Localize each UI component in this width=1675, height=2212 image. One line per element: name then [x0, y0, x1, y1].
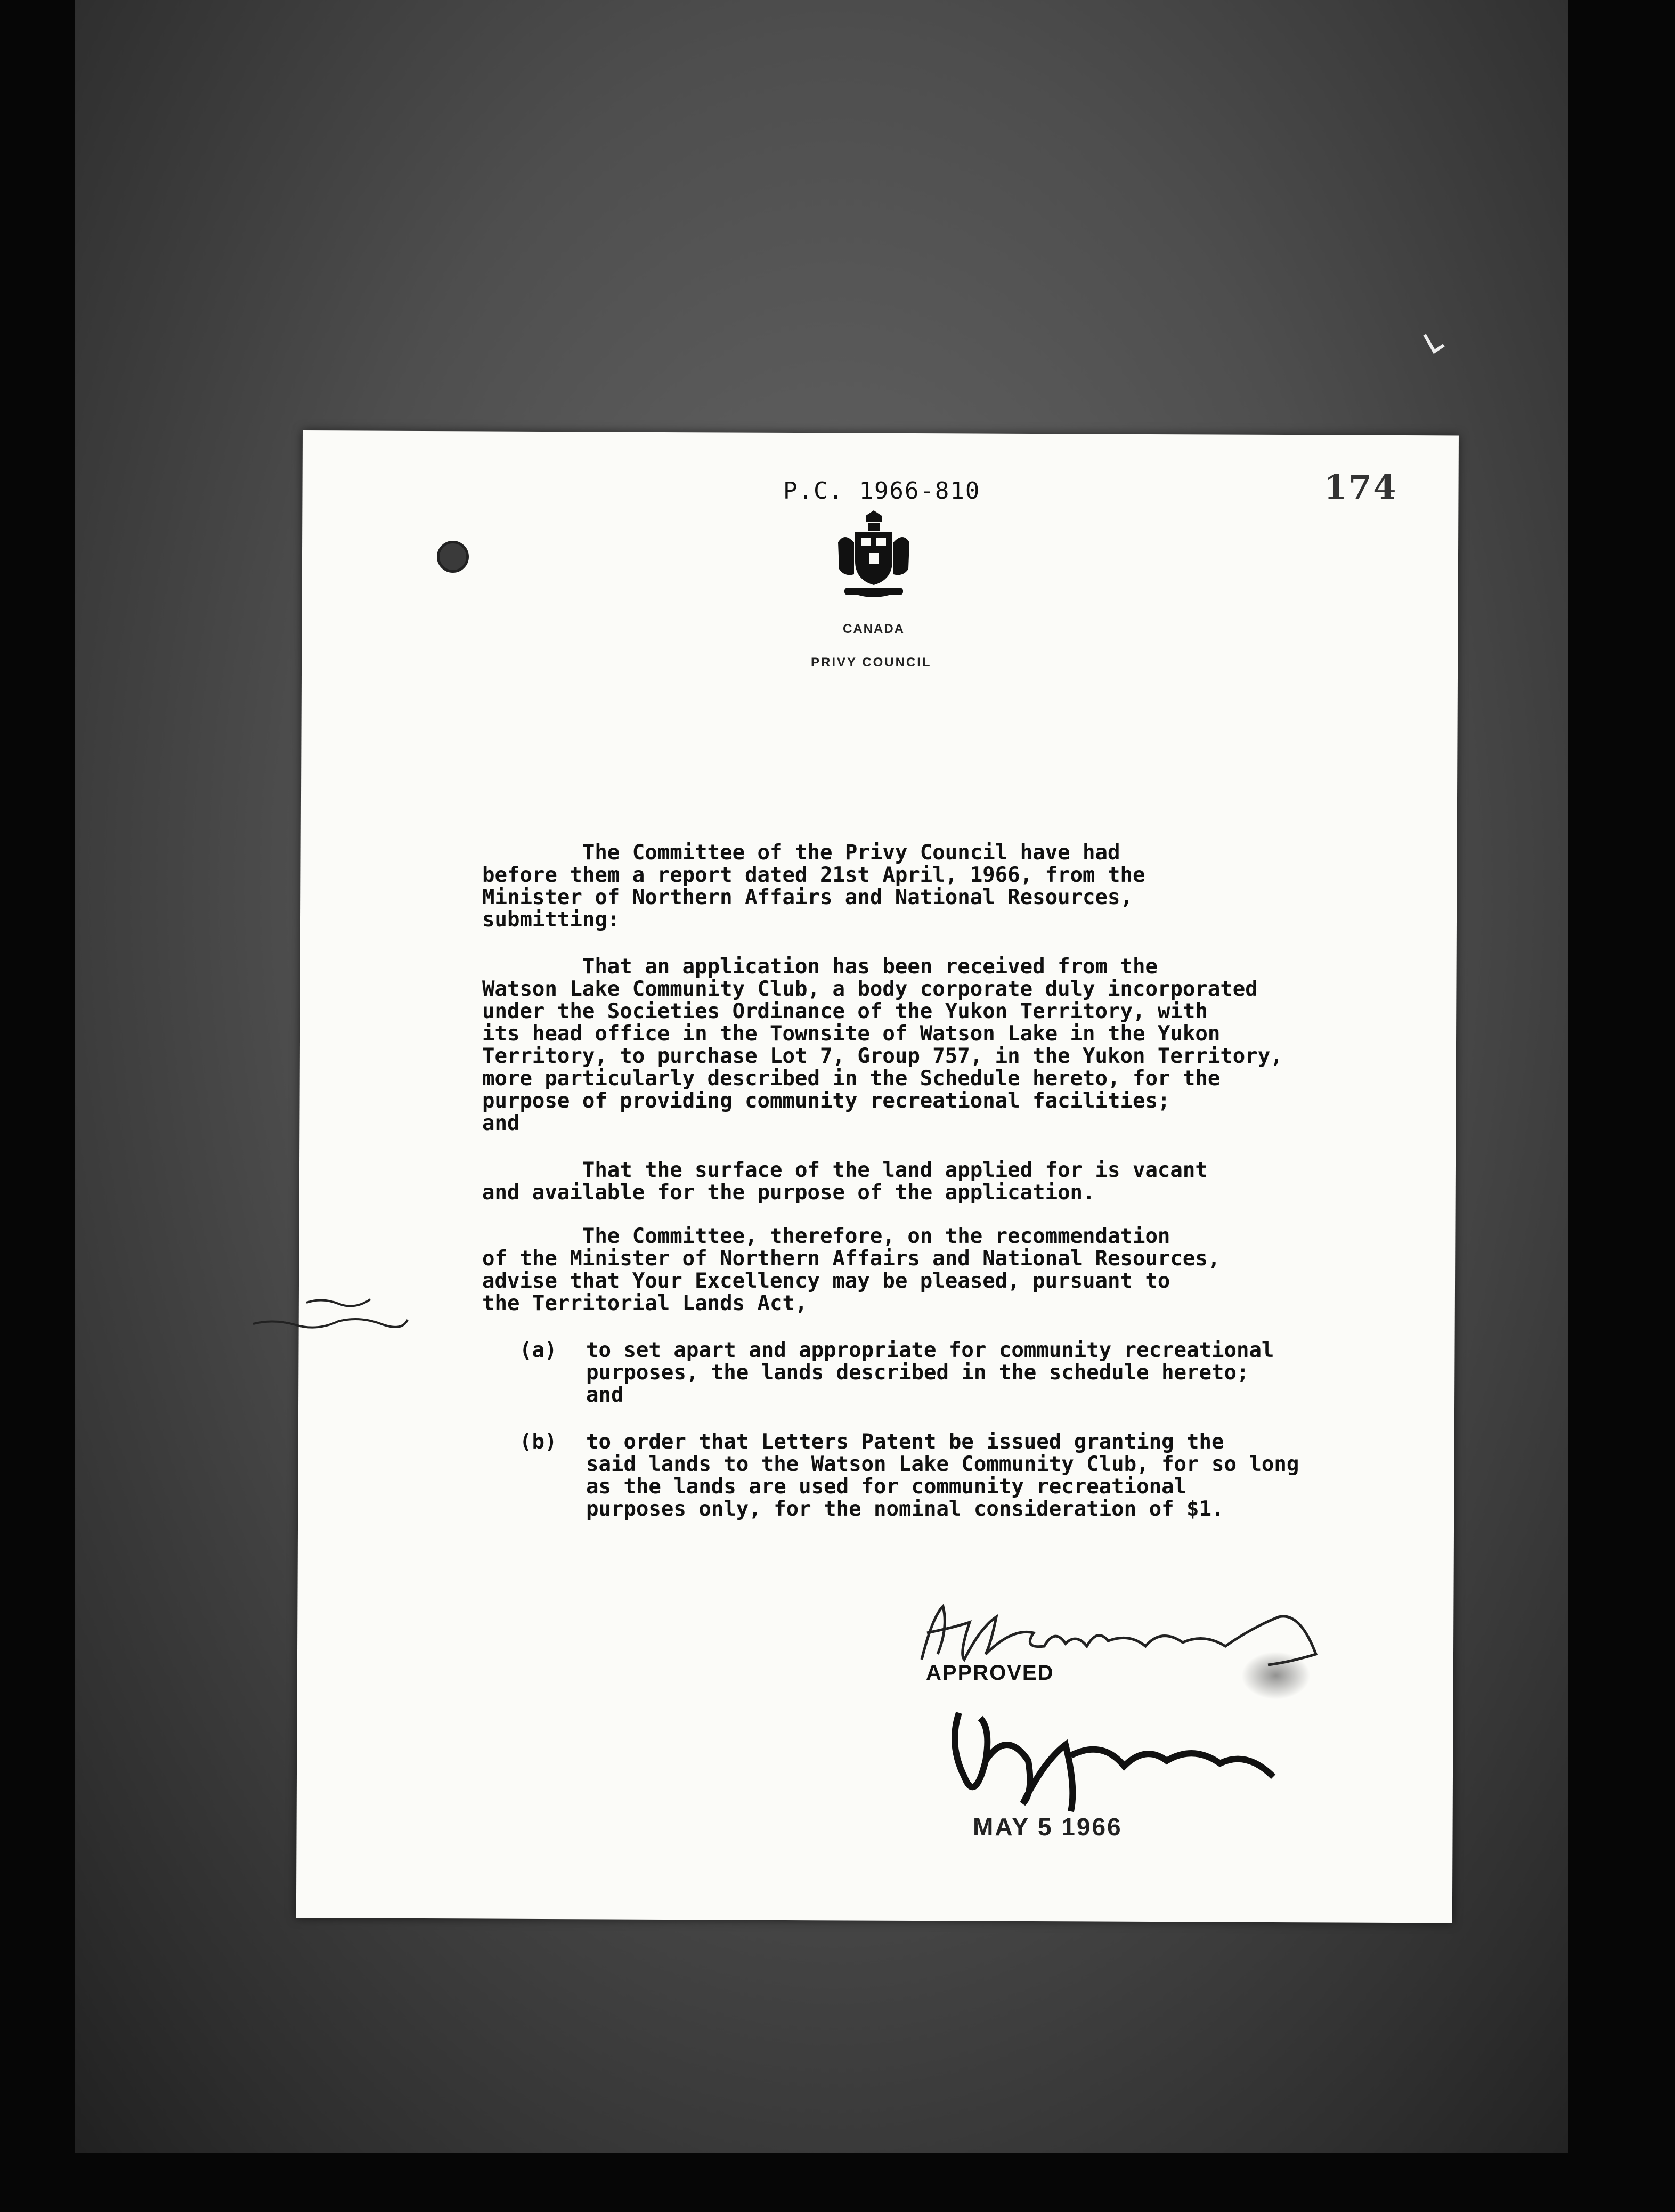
paragraph: That an application has been received from the Watson Lake Community Club, a body corporate duly incorporated under the Societies Ordinance of the Yukon Territory, with its head office in the Townsite of Watson Lake in the Yukon Territory, to purchase Lot 7, Group 757, in the Yukon Territory, more particularly described in the Schedule hereto, for the purpose of providing community recreational facilities; and [482, 955, 1283, 1135]
header-country: CANADA [843, 622, 905, 636]
approved-stamp: APPROVED [926, 1661, 1054, 1685]
check-mark-icon [1422, 330, 1447, 357]
film-border-right [1568, 0, 1675, 2212]
punch-hole [437, 541, 469, 573]
ink-smudge [1241, 1652, 1311, 1699]
paragraph: The Committee, therefore, on the recommendation of the Minister of Northern Affairs and National Resources, advise that Your Excellency may be pleased, pursuant to the Territorial Lands Act, [482, 1224, 1221, 1315]
header-office: PRIVY COUNCIL [811, 655, 932, 670]
page-number: 174 [1324, 468, 1398, 507]
governor-general-signature [943, 1697, 1284, 1819]
clause-a [519, 1339, 1398, 1406]
clause-label: (b) [519, 1430, 557, 1454]
film-border-left [0, 0, 75, 2212]
order-number: P.C. 1966-810 [783, 477, 981, 505]
order-body [482, 842, 1398, 1520]
film-border-bottom [0, 2153, 1675, 2212]
clause-label: (a) [519, 1338, 557, 1362]
clause-b [519, 1431, 1398, 1520]
paragraph: The Committee of the Privy Council have had before them a report dated 21st April, 1966, from the Minister of Northern Affairs and National Resources, submitting: [482, 841, 1145, 932]
handwritten-margin-note [242, 1287, 413, 1335]
clause-text: to order that Letters Patent be issued granting the said lands to the Watson Lake Community Club, for so long as the lands are used for community recreational purposes only, for the nominal consideration of $1. [586, 1430, 1299, 1521]
clause-text: to set apart and appropriate for community recreational purposes, the lands described in the schedule hereto; and [586, 1338, 1274, 1407]
paragraph: That the surface of the land applied for is vacant and available for the purpose of the application. [482, 1158, 1208, 1205]
date-stamp: MAY 5 1966 [973, 1813, 1123, 1841]
coat-of-arms-icon [834, 510, 914, 601]
